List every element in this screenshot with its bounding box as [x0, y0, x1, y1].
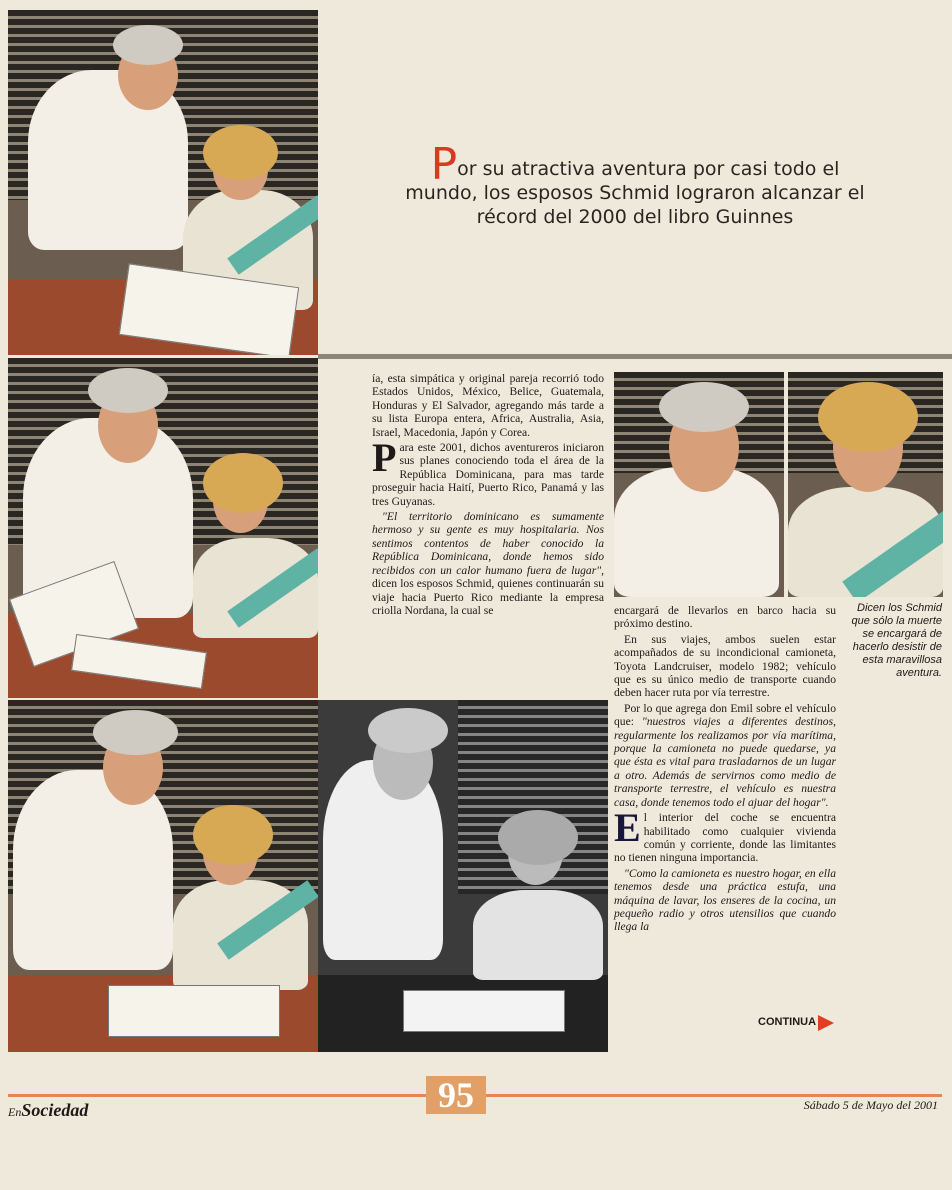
col2-paragraph-2: En sus viajes, ambos suelen estar acompañados de su incondicional camioneta, Toyota Landcruiser, modelo 1982; vehículo que es su único medio de transporte cuando deben hacer ruta por vía terrestre. — [614, 632, 836, 700]
col1-paragraph-3: "El territorio dominicano es sumamente hermoso y su gente es muy hospitalaria. Nos sentimos contentos de haber conocido la República Dominicana, donde hemos sido recibidos con un calor humano fuera de lugar", dicen los esposos Schmid, quienes continuarán su viaje hacia Puerto Rico mediante la empresa criolla Nordana, la cual se — [372, 510, 604, 617]
photo-man-portrait — [614, 372, 784, 597]
col1-paragraph-2: Para este 2001, dichos aventureros iniciaron sus planes conociendo toda el área de la República Dominicana, para mas tarde proseguir hacia Haití, Puerto Rico, Panamá y las tres Guyanas. — [372, 435, 604, 508]
headline-drop-letter: P — [430, 139, 458, 190]
col1-paragraph-1: ía, esta simpática y original pareja recorrió todo Estados Unidos, México, Belice, Guatemala, Honduras y El Salvador, agregando más tarde a su lista Europa entera, Africa, Australia, Asia, Israel, Macedonia, Japón y Corea. — [372, 372, 604, 439]
continua-arrow-icon — [818, 1015, 834, 1031]
photo-woman-portrait — [788, 372, 943, 597]
photo-couple-bottom-left — [8, 700, 318, 1052]
col2-quote-1: "nuestros viajes a diferentes destinos, regularmente los realizamos por vía marítima, porque la camioneta no puede quedarse, ya que ésta es vital para trasladarnos de un lugar a otro. Además de servirnos como medio de transporte terrestre, el vehículo es nuestra casa, donde tenemos todo el ajuar del hogar". — [614, 715, 837, 809]
col2-drop-cap: E — [614, 805, 641, 851]
col2-paragraph-1: encargará de llevarlos en barco hacia su próximo destino. — [614, 604, 836, 631]
article-column-1 — [372, 372, 604, 619]
col2-paragraph-3: Por lo que agrega don Emil sobre el vehículo que: "nuestros viajes a diferentes destinos, regularmente los realizamos por vía marítima, porque la camioneta no puede quedarse, ya que ésta es vital para trasladarnos de un lugar a otro. Además de servirnos como medio de transporte terrestre, el vehículo es nuestra casa, donde tenemos todo el ajuar del hogar". — [614, 701, 837, 809]
photo-couple-bottom-right — [318, 700, 608, 1052]
section-name: EnSociedad — [8, 1100, 89, 1120]
col2-paragraph-5 — [614, 867, 836, 934]
photo-couple-middle — [8, 358, 318, 698]
photo-caption: Dicen los Schmid que sólo la muerte se encargará de hacerlo desistir de esta maravillosa aventura. — [851, 602, 942, 679]
issue-date: Sábado 5 de Mayo del 2001 — [803, 1098, 938, 1112]
headline — [400, 139, 870, 229]
headline-text: or su atractiva aventura por casi todo el mundo, los esposos Schmid lograron alcanzar el récord del 2000 del libro Guinnes — [405, 158, 865, 228]
page-number: 95 — [426, 1076, 486, 1114]
divider-rule — [318, 354, 952, 359]
article-column-2 — [614, 604, 836, 936]
col2-paragraph-4: El interior del coche se encuentra habilitado como cualquier vivienda común y corriente, donde las limitantes no tienen ninguna importancia. — [614, 805, 836, 865]
col1-quote: "El territorio dominicano es sumamente hermoso y su gente es muy hospitalaria. Nos sentimos contentos de haber conocido la República Dominicana, donde hemos sido recibidos con un calor humano fuera de lugar" — [372, 510, 604, 577]
photo-couple-top — [8, 10, 318, 355]
col1-drop-cap: P — [372, 435, 397, 481]
col2-quote-2: "Como la camioneta es nuestro hogar, en ella tenemos desde una práctica estufa, una máquina de lavar, los enseres de la cocina, un pequeño radio y otros utensilios que cuando llega la — [614, 866, 836, 934]
continua-label: CONTINUA — [758, 1016, 817, 1028]
